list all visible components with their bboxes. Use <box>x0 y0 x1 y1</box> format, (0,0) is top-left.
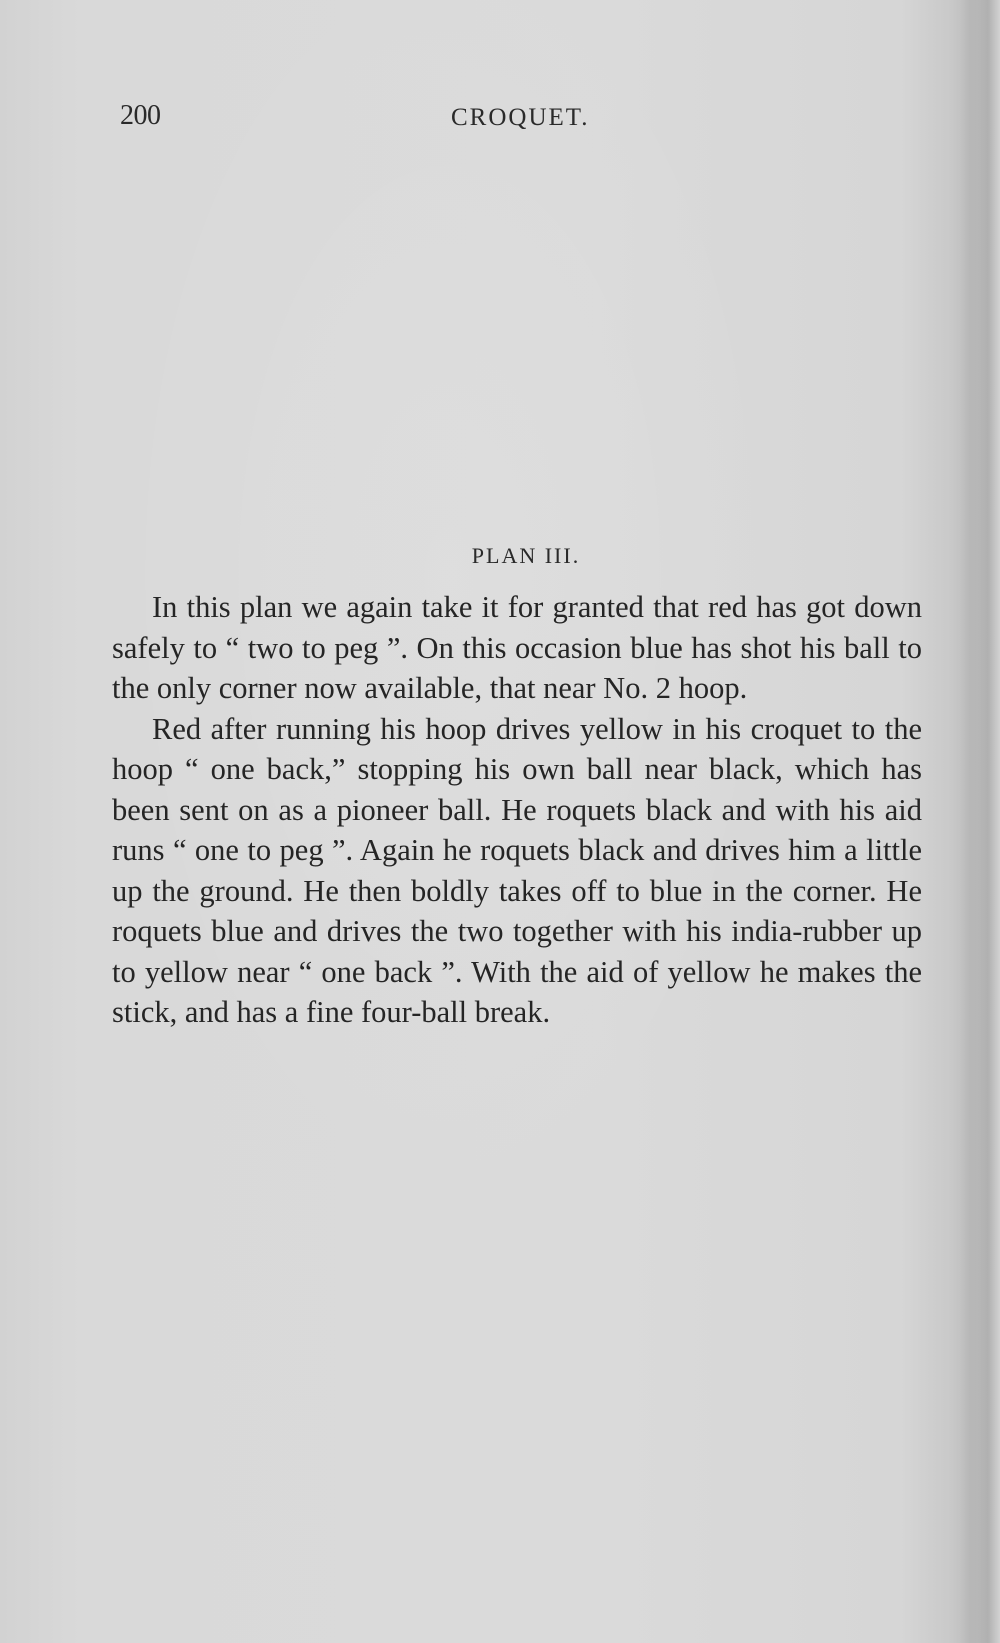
page-edge-shadow <box>960 0 1000 1643</box>
paragraph: In this plan we again take it for granted that red has got down safely to “ two to peg ”. On this occasion blue has shot his ball to the only corner now available, that near No. 2 hoop. <box>112 590 922 705</box>
running-title: CROQUET. <box>451 104 590 131</box>
running-head <box>120 100 920 140</box>
paragraph: Red after running his hoop drives yellow in his croquet to the hoop “ one back,” stopping his own ball near black, which has been sent on as a pioneer ball. He roquets black and with his aid runs “ one to peg ”. Again he roquets black and drives him a little up the ground. He then boldly takes off to blue in the corner. He roquets blue and drives the two together with his india-rubber up to yellow near “ one back ”. With the aid of yellow he makes the stick, and has a fine four-ball break. <box>112 711 922 1029</box>
page-number: 200 <box>120 100 161 131</box>
section-heading: PLAN III. <box>471 543 581 568</box>
body-text <box>112 587 922 1033</box>
